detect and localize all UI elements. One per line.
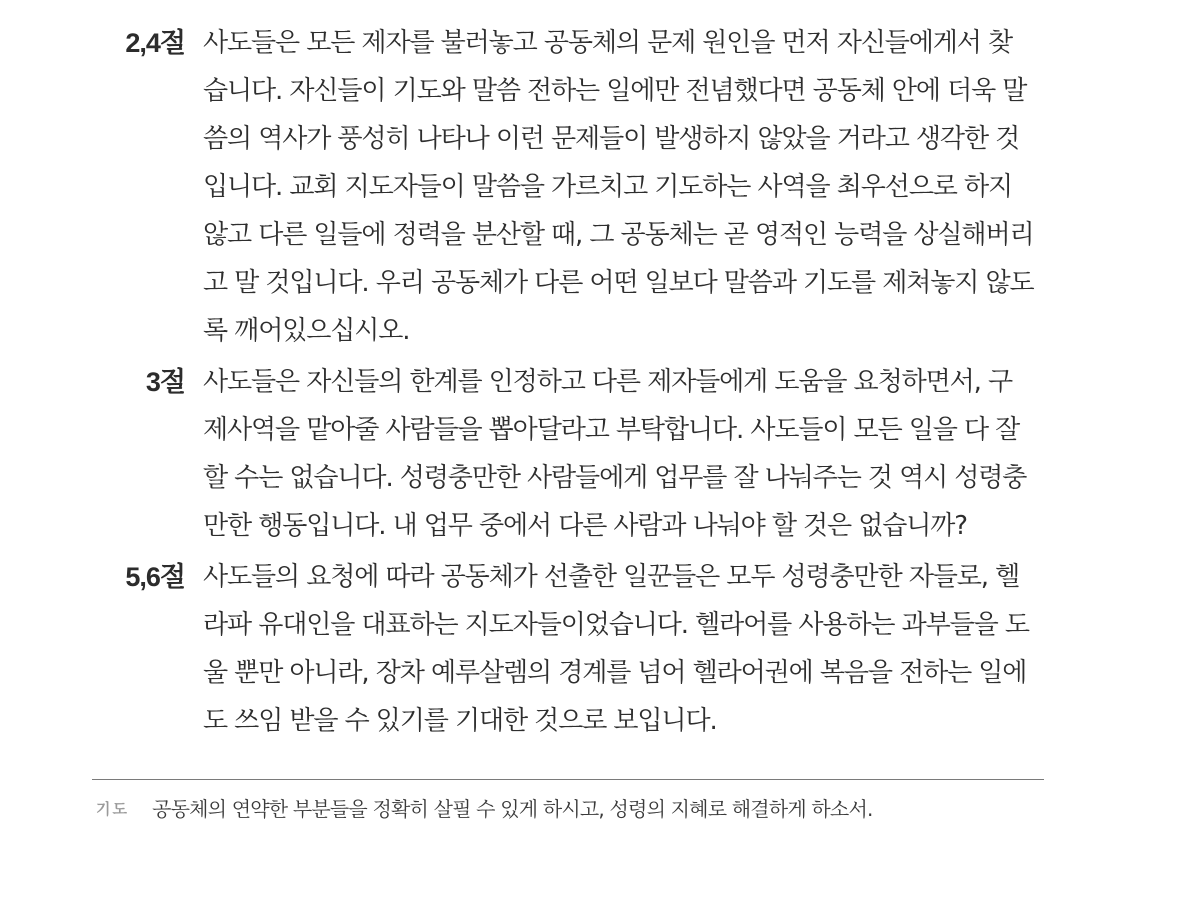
verse-text — [203, 553, 1053, 745]
verse-line: 제사역을 맡아줄 사람들을 뽑아달라고 부탁합니다. 사도들이 모든 일을 다 잘 — [203, 415, 1020, 445]
verse-label: 5,6절 — [125, 562, 185, 592]
verse-label: 3절 — [145, 367, 185, 397]
verse-line: 라파 유대인을 대표하는 지도자들이었습니다. 헬라어를 사용하는 과부들을 도 — [203, 610, 1029, 640]
prayer-text: 공동체의 연약한 부분들을 정확히 살필 수 있게 하시고, 성령의 지혜로 해결하게 하소서. — [152, 796, 873, 821]
verse-line: 씀의 역사가 풍성히 나타나 이런 문제들이 발생하지 않았을 거라고 생각한 것 — [203, 124, 1020, 154]
verse-line: 입니다. 교회 지도자들이 말씀을 가르치고 기도하는 사역을 최우선으로 하지 — [203, 172, 1012, 202]
verse-text — [203, 19, 1053, 355]
verse-line: 록 깨어있으십시오. — [203, 316, 410, 346]
verse-line: 할 수는 없습니다. 성령충만한 사람들에게 업무를 잘 나눠주는 것 역시 성령충 — [203, 463, 1027, 493]
verse-label: 2,4절 — [125, 28, 185, 58]
prayer-section — [96, 788, 873, 828]
verse-text — [203, 358, 1053, 550]
verse-line: 습니다. 자신들이 기도와 말씀 전하는 일에만 전념했다면 공동체 안에 더욱 말 — [203, 76, 1027, 106]
verse-line: 않고 다른 일들에 정력을 분산할 때, 그 공동체는 곧 영적인 능력을 상실해버리 — [203, 220, 1034, 250]
verse-line: 사도들은 자신들의 한계를 인정하고 다른 제자들에게 도움을 요청하면서, 구 — [203, 367, 1012, 397]
verse-line: 울 뿐만 아니라, 장차 예루살렘의 경계를 넘어 헬라어권에 복음을 전하는 일에 — [203, 658, 1027, 688]
prayer-label: 기도 — [96, 799, 129, 818]
verse-line: 고 말 것입니다. 우리 공동체가 다른 어떤 일보다 말씀과 기도를 제쳐놓지 않도 — [203, 268, 1034, 298]
divider-line — [92, 779, 1044, 780]
verse-line: 사도들은 모든 제자를 불러놓고 공동체의 문제 원인을 먼저 자신들에게서 찾 — [203, 28, 1012, 58]
verse-line: 사도들의 요청에 따라 공동체가 선출한 일꾼들은 모두 성령충만한 자들로, 헬 — [203, 562, 1020, 592]
verse-line: 만한 행동입니다. 내 업무 중에서 다른 사람과 나눠야 할 것은 없습니까? — [203, 511, 967, 541]
verse-line: 도 쓰임 받을 수 있기를 기대한 것으로 보입니다. — [203, 706, 717, 736]
